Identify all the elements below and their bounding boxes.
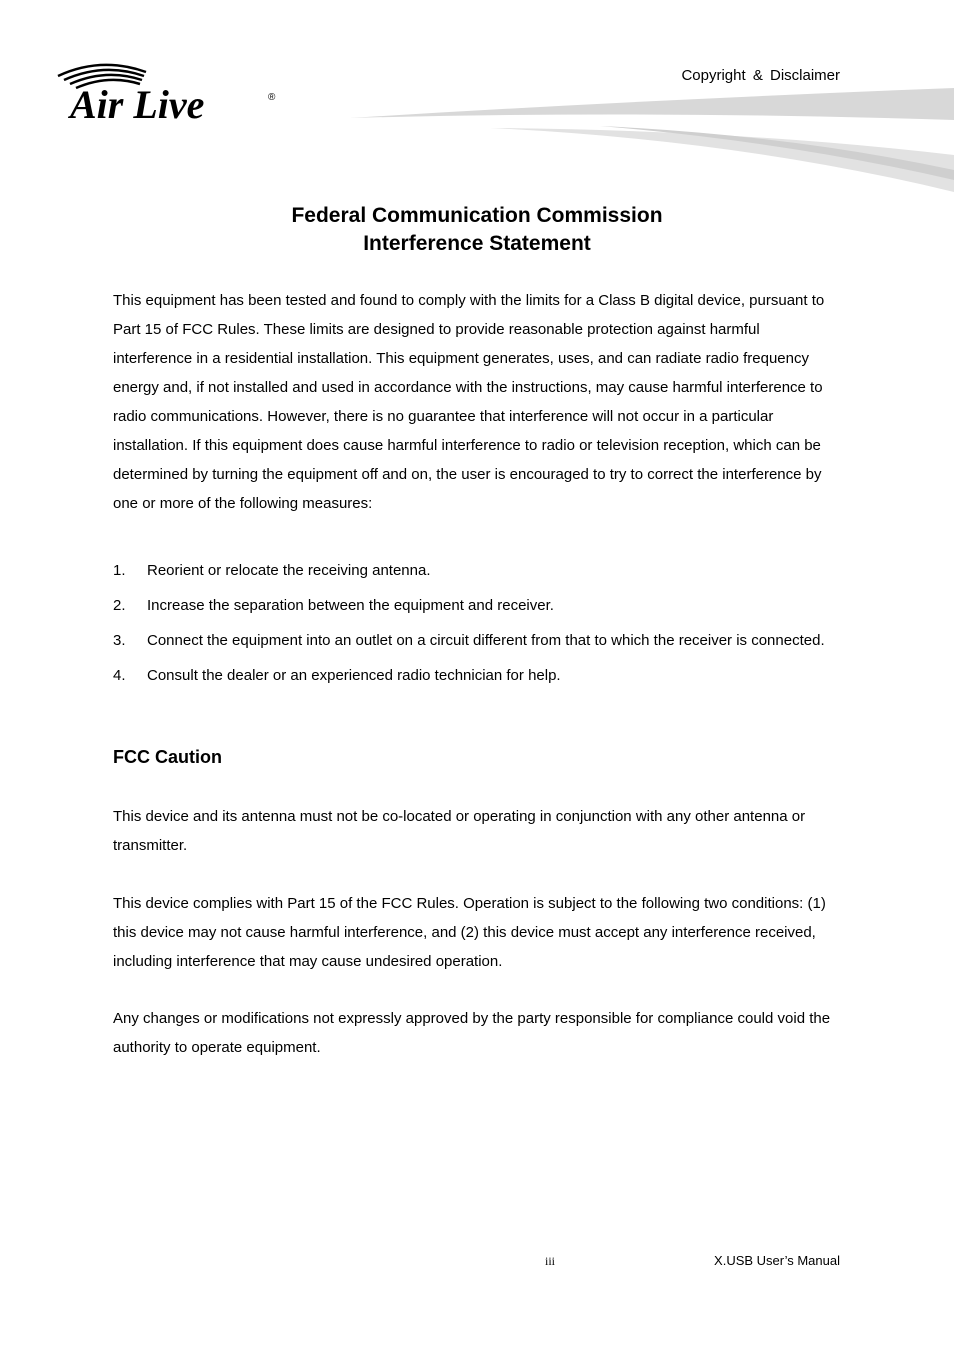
header-section-title: Copyright & Disclaimer (681, 67, 840, 84)
caution-paragraph-part15: This device complies with Part 15 of the FCC Rules. Operation is subject to the following two conditions: (1) this device may not cause harmful interference, and (2) this device must accept any interference received, including interference that may cause undesired operation. (113, 895, 826, 970)
caution-paragraph-colocation: This device and its antenna must not be co-located or operating in conjunction with any other antenna or transmitter. (113, 808, 806, 854)
svg-text:®: ® (268, 92, 276, 103)
list-item (113, 631, 843, 650)
page-title-line2: Interference Statement (363, 232, 591, 255)
airlive-logo (56, 58, 286, 128)
intro-paragraph: This equipment has been tested and found to comply with the limits for a Class B digital device, pursuant to Part 15 of FCC Rules. These limits are designed to provide reasonable protection against harmful interference in a residential installation. This equipment generates, uses, and can radiate radio frequency energy and, if not installed and used in accordance with the instructions, may cause harmful interference to radio communications. However, there is no guarantee that interference will not occur in a particular installation. If this equipment does cause harmful interference to radio or television reception, which can be determined by turning the equipment off and on, the user is encouraged to try to correct the interference by one or more of the following measures: (113, 292, 825, 512)
page-title-line1: Federal Communication Commission (291, 204, 663, 227)
list-item-text: Connect the equipment into an outlet on a circuit different from that to which the receiver is connected. (147, 632, 825, 649)
list-item-text: Increase the separation between the equipment and receiver. (147, 597, 554, 614)
list-item-number: 2. (113, 597, 126, 614)
header-swoosh-decoration (340, 80, 954, 200)
list-item-number: 1. (113, 562, 126, 579)
fcc-caution-heading: FCC Caution (113, 747, 222, 767)
caution-paragraph-modifications: Any changes or modifications not expressly approved by the party responsible for compliance could void the authority to operate equipment. (113, 1010, 831, 1056)
svg-text:Air Live: Air Live (70, 82, 205, 127)
list-item-number: 4. (113, 667, 126, 684)
list-item-number: 3. (113, 632, 126, 649)
page-title (0, 202, 954, 258)
list-item-text: Consult the dealer or an experienced radio technician for help. (147, 667, 561, 684)
list-item (113, 596, 843, 615)
measures-list (113, 561, 843, 701)
list-item (113, 666, 843, 685)
list-item (113, 561, 843, 580)
page-number: iii (545, 1254, 556, 1268)
manual-title: X.USB User’s Manual (714, 1253, 840, 1268)
list-item-text: Reorient or relocate the receiving antenna. (147, 562, 431, 579)
